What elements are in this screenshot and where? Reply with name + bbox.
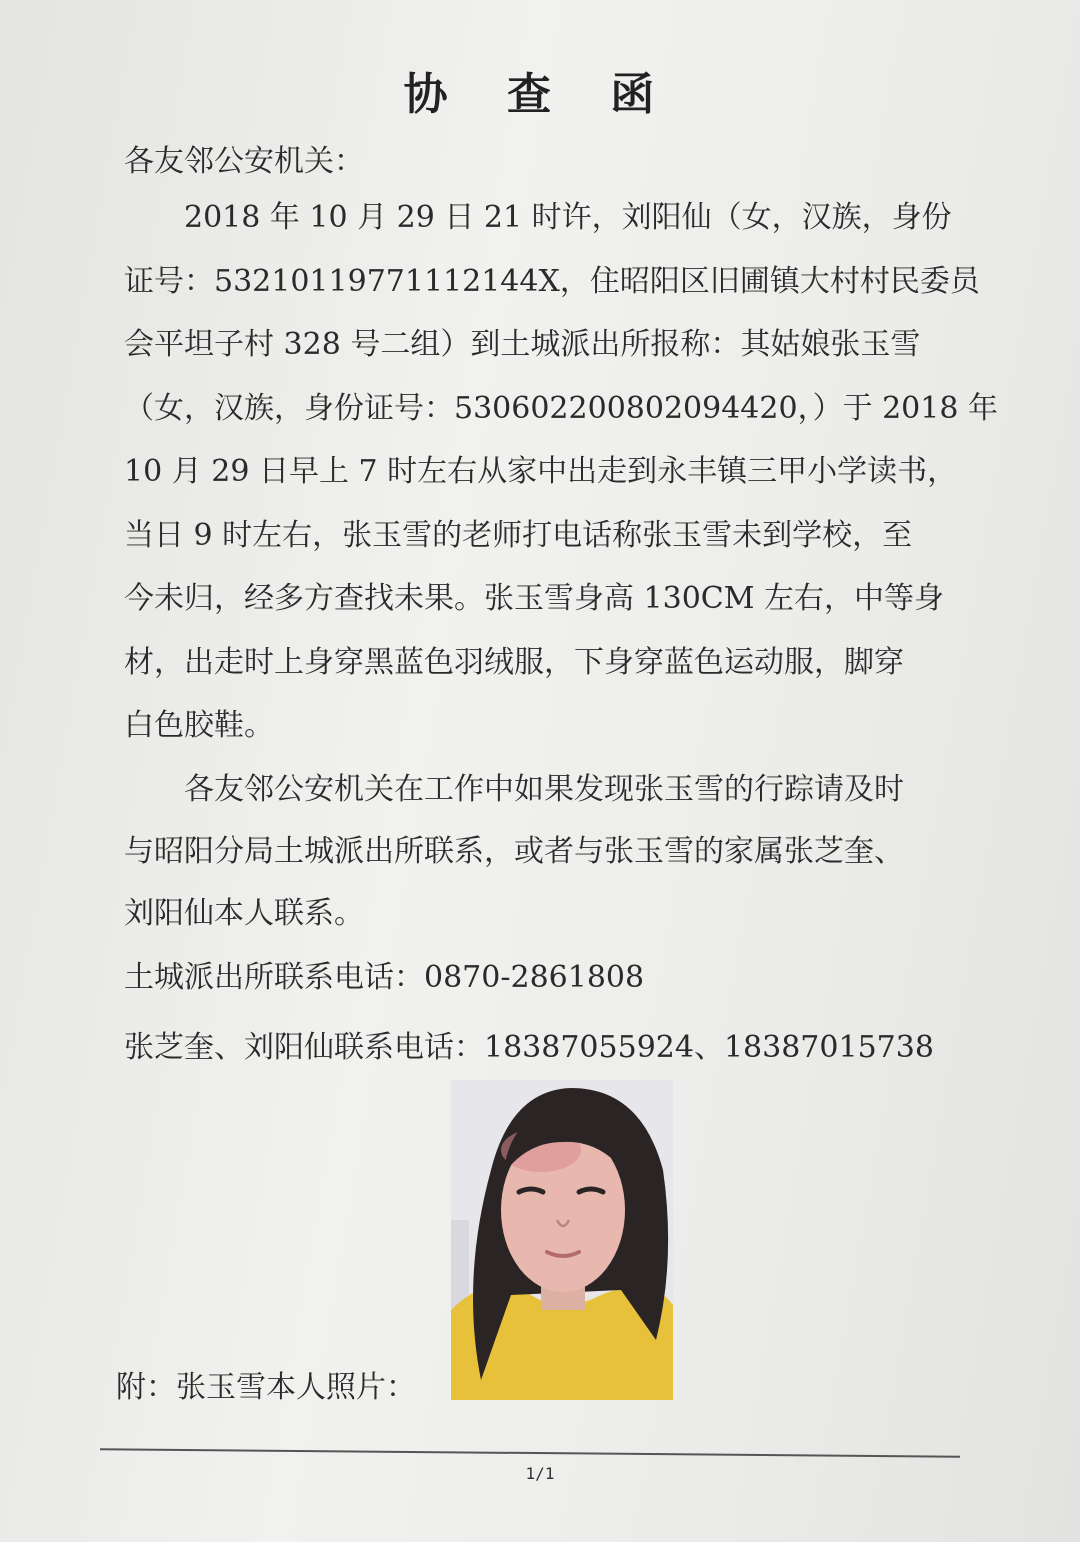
paragraph-line: 10 月 29 日早上 7 时左右从家中出走到永丰镇三甲小学读书， [124,454,958,489]
footer-divider [100,1448,960,1458]
paragraph-line: 当日 9 时左右，张玉雪的老师打电话称张玉雪未到学校，至 [124,517,913,553]
paragraph-line: 会平坦子村 328 号二组）到土城派出所报称：其姑娘张玉雪 [124,327,921,362]
missing-child-photo [451,1080,673,1400]
paragraph-line: 各友邻公安机关在工作中如果发现张玉雪的行踪请及时 [124,772,904,807]
station-contact-phone: 土城派出所联系电话：0870-2861808 [124,960,645,995]
paragraph-line: 今未归，经多方查找未果。张玉雪身高 130CM 左右，中等身 [124,581,945,616]
paragraph-line: 白色胶鞋。 [124,708,274,743]
paragraph-line: 与昭阳分局土城派出所联系，或者与张玉雪的家属张芝奎、 [124,834,904,869]
page-number: 1/1 [525,1464,555,1483]
family-contact-phone: 张芝奎、刘阳仙联系电话：18387055924、18387015738 [124,1030,934,1065]
child-portrait-image [451,1080,673,1400]
paragraph-line: 证号：53210119771112144X，住昭阳区旧圃镇大村村民委员 [124,263,980,299]
request-paragraph [124,759,964,945]
paragraph-line: 材，出走时上身穿黑蓝色羽绒服，下身穿蓝色运动服，脚穿 [124,644,904,680]
addressee-line: 各友邻公安机关： [124,144,364,179]
paragraph-line: 2018 年 10 月 29 日 21 时许，刘阳仙（女，汉族，身份 [124,200,952,235]
paragraph-line: （女，汉族，身份证号：530602200802094420，）于 2018 年 [124,390,998,426]
photo-caption: 附：张玉雪本人照片： [116,1370,416,1405]
report-paragraph [124,186,998,758]
document-title: 协 查 函 [403,69,677,120]
paragraph-line: 刘阳仙本人联系。 [124,896,364,931]
